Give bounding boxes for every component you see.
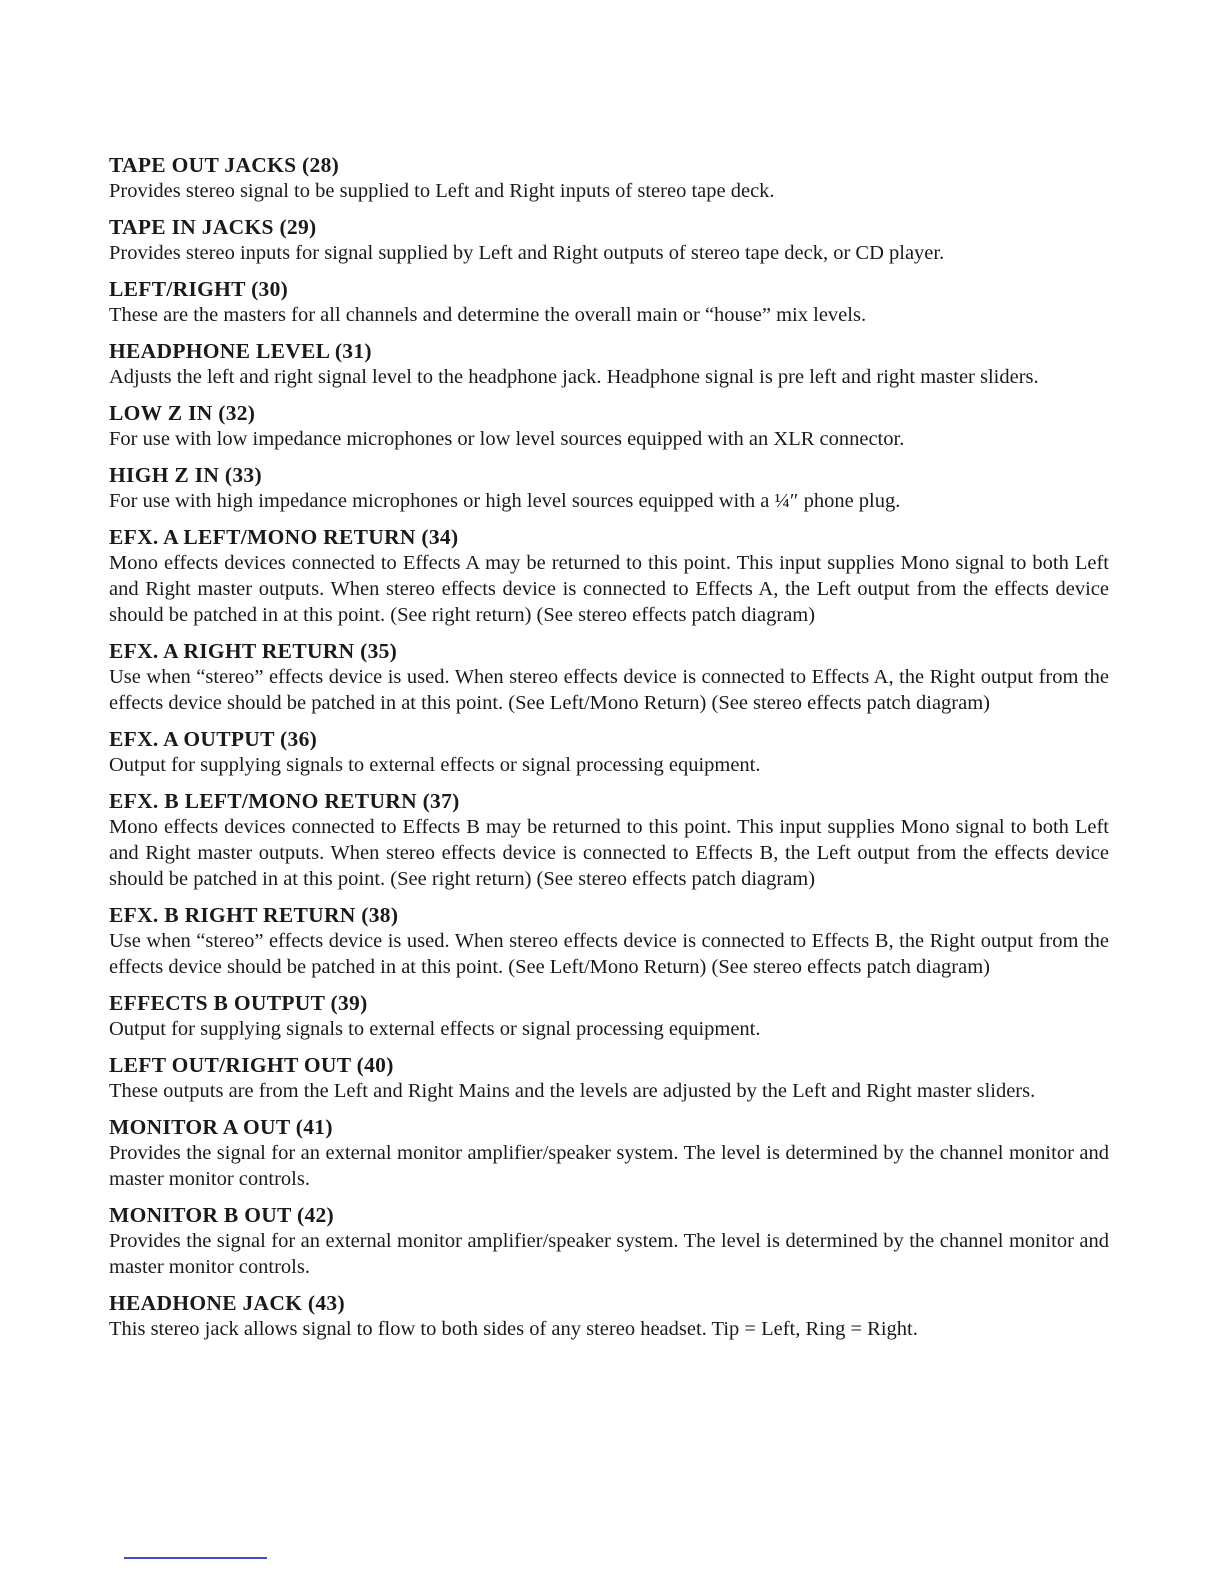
entry-description: Mono effects devices connected to Effects A may be returned to this point. This input supplies Mono signal to both Left and Right master outputs. When stereo effects device is connected to Effects A, the Left output from the effects device should be patched in at this point. (See right return) (See stereo effects patch diagram): [109, 552, 1109, 626]
entry-efx-b-right-return: [109, 902, 1109, 980]
entry-monitor-b-out: [109, 1202, 1109, 1280]
entry-heading: MONITOR B OUT (42): [109, 1203, 334, 1227]
entry-description: For use with high impedance microphones or high level sources equipped with a ¼″ phone plug.: [109, 490, 901, 512]
entry-description: Use when “stereo” effects device is used. When stereo effects device is connected to Effects B, the Right output from the effects device should be patched in at this point. (See Left/Mono Return) (See stereo effects patch diagram): [109, 930, 1109, 978]
entry-efx-b-left-mono-return: [109, 788, 1109, 892]
entry-heading: MONITOR A OUT (41): [109, 1115, 333, 1139]
entry-description: Provides the signal for an external monitor amplifier/speaker system. The level is determined by the channel monitor and master monitor controls.: [109, 1142, 1109, 1190]
entry-description: Adjusts the left and right signal level to the headphone jack. Headphone signal is pre left and right master sliders.: [109, 366, 1039, 388]
entry-description: Provides the signal for an external monitor amplifier/speaker system. The level is determined by the channel monitor and master monitor controls.: [109, 1230, 1109, 1278]
entry-heading: EFX. A LEFT/MONO RETURN (34): [109, 525, 459, 549]
entry-heading: EFX. A RIGHT RETURN (35): [109, 639, 398, 663]
entry-heading: LEFT/RIGHT (30): [109, 277, 289, 301]
entry-effects-b-output: [109, 990, 1109, 1042]
footer-rule: [124, 1557, 267, 1559]
entry-headphone-level: [109, 338, 1109, 390]
entry-description: These are the masters for all channels and determine the overall main or “house” mix levels.: [109, 304, 867, 326]
entry-efx-a-right-return: [109, 638, 1109, 716]
entry-high-z-in: [109, 462, 1109, 514]
entry-heading: EFFECTS B OUTPUT (39): [109, 991, 368, 1015]
entry-left-right: [109, 276, 1109, 328]
entry-heading: HEADHONE JACK (43): [109, 1291, 345, 1315]
entry-heading: TAPE OUT JACKS (28): [109, 153, 340, 177]
entry-description: For use with low impedance microphones or low level sources equipped with an XLR connector.: [109, 428, 905, 450]
entry-heading: LOW Z IN (32): [109, 401, 256, 425]
entry-description: Provides stereo inputs for signal supplied by Left and Right outputs of stereo tape deck, or CD player.: [109, 242, 945, 264]
entry-description: Provides stereo signal to be supplied to Left and Right inputs of stereo tape deck.: [109, 180, 775, 202]
entry-heading: LEFT OUT/RIGHT OUT (40): [109, 1053, 394, 1077]
entry-monitor-a-out: [109, 1114, 1109, 1192]
entry-description: Use when “stereo” effects device is used. When stereo effects device is connected to Effects A, the Right output from the effects device should be patched in at this point. (See Left/Mono Return) (See stereo effects patch diagram): [109, 666, 1109, 714]
entry-heading: EFX. B RIGHT RETURN (38): [109, 903, 399, 927]
entry-efx-a-left-mono-return: [109, 524, 1109, 628]
entry-left-out-right-out: [109, 1052, 1109, 1104]
entry-heading: EFX. B LEFT/MONO RETURN (37): [109, 789, 460, 813]
entry-headhone-jack: [109, 1290, 1109, 1342]
entry-heading: TAPE IN JACKS (29): [109, 215, 317, 239]
entry-description: This stereo jack allows signal to flow to both sides of any stereo headset. Tip = Left, Ring = Right.: [109, 1318, 918, 1340]
entry-heading: EFX. A OUTPUT (36): [109, 727, 318, 751]
entry-heading: HIGH Z IN (33): [109, 463, 262, 487]
entry-description: Output for supplying signals to external effects or signal processing equipment.: [109, 1018, 761, 1040]
entry-tape-out-jacks: [109, 152, 1109, 204]
entry-description: Output for supplying signals to external effects or signal processing equipment.: [109, 754, 761, 776]
document-page: [109, 152, 1109, 1352]
entry-tape-in-jacks: [109, 214, 1109, 266]
entry-description: Mono effects devices connected to Effects B may be returned to this point. This input supplies Mono signal to both Left and Right master outputs. When stereo effects device is connected to Effects B, the Left output from the effects device should be patched in at this point. (See right return) (See stereo effects patch diagram): [109, 816, 1109, 890]
entry-efx-a-output: [109, 726, 1109, 778]
entry-description: These outputs are from the Left and Right Mains and the levels are adjusted by the Left and Right master sliders.: [109, 1080, 1036, 1102]
entry-heading: HEADPHONE LEVEL (31): [109, 339, 372, 363]
entry-low-z-in: [109, 400, 1109, 452]
